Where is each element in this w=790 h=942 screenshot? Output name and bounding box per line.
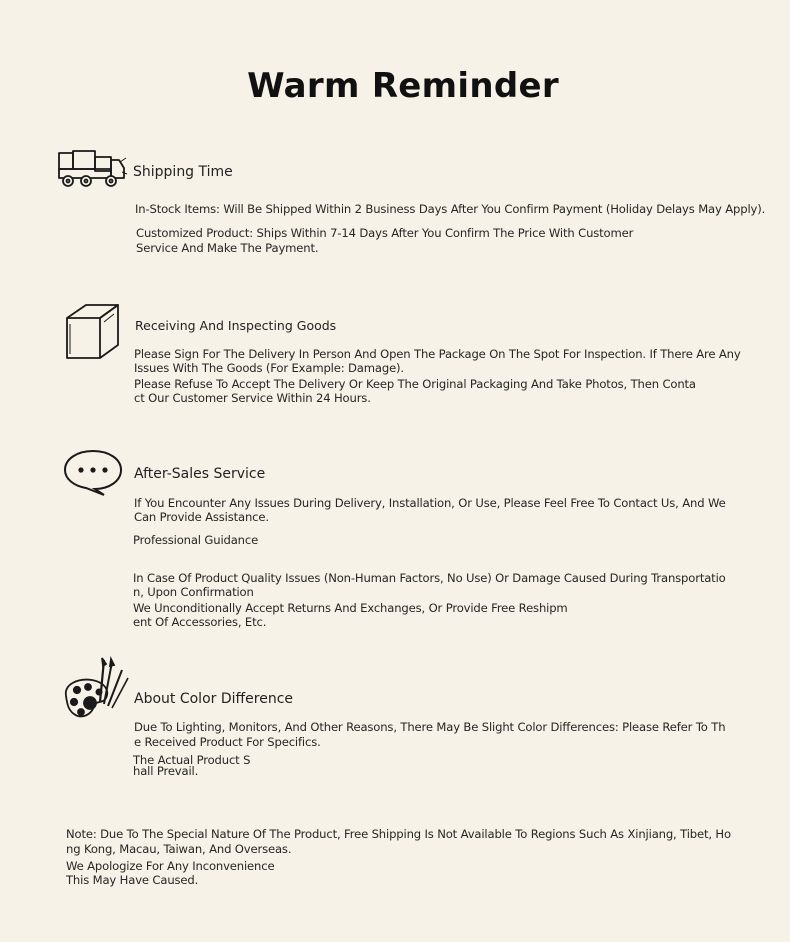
after-sales-line: In Case Of Product Quality Issues (Non-Human Factors, No Use) Or Damage Caused During Transportatio [133,571,726,585]
note-line: Note: Due To The Special Nature Of The Product, Free Shipping Is Not Available To Regions Such As Xinjiang, Tibet, Ho [66,827,731,841]
receiving-line: Please Sign For The Delivery In Person And Open The Package On The Spot For Inspection. If There Are Any [134,347,741,361]
color-line: hall Prevail. [133,764,199,778]
shipping-line: Service And Make The Payment. [136,241,319,255]
color-line: Due To Lighting, Monitors, And Other Reasons, There May Be Slight Color Differences: Please Refer To Th [134,720,726,734]
color-line: e Received Product For Specifics. [134,735,321,749]
truck-icon [56,148,128,194]
after-sales-line: Can Provide Assistance. [134,510,269,524]
note-line: ng Kong, Macau, Taiwan, And Overseas. [66,842,292,856]
receiving-line: Issues With The Goods (For Example: Damage). [134,361,404,375]
after-sales-line: ent Of Accessories, Etc. [133,615,267,629]
receiving-line: ct Our Customer Service Within 24 Hours. [134,391,371,405]
page-title: Warm Reminder [247,66,559,106]
after-sales-line: n, Upon Confirmation [133,585,254,599]
note-line: We Apologize For Any Inconvenience [66,859,275,873]
shipping-line: Customized Product: Ships Within 7-14 Days After You Confirm The Price With Customer [136,226,634,240]
after-sales-heading: After-Sales Service [134,466,266,482]
color-heading: About Color Difference [134,691,294,707]
receiving-heading: Receiving And Inspecting Goods [135,318,337,333]
shipping-heading: Shipping Time [133,164,233,180]
after-sales-line: We Unconditionally Accept Returns And Exchanges, Or Provide Free Reshipm [133,601,568,615]
note-line: This May Have Caused. [66,873,199,887]
after-sales-line: Professional Guidance [133,533,259,547]
after-sales-line: If You Encounter Any Issues During Delivery, Installation, Or Use, Please Feel Free To Contact Us, And We [134,496,726,510]
receiving-line: Please Refuse To Accept The Delivery Or Keep The Original Packaging And Take Photos, Then Conta [134,377,696,391]
palette-icon [60,656,134,722]
chat-bubble-icon [62,448,124,496]
box-icon [62,302,124,362]
shipping-line: In-Stock Items: Will Be Shipped Within 2 Business Days After You Confirm Payment (Holiday Delays May Apply). [135,202,766,216]
color-line: The Actual Product S [133,753,251,767]
